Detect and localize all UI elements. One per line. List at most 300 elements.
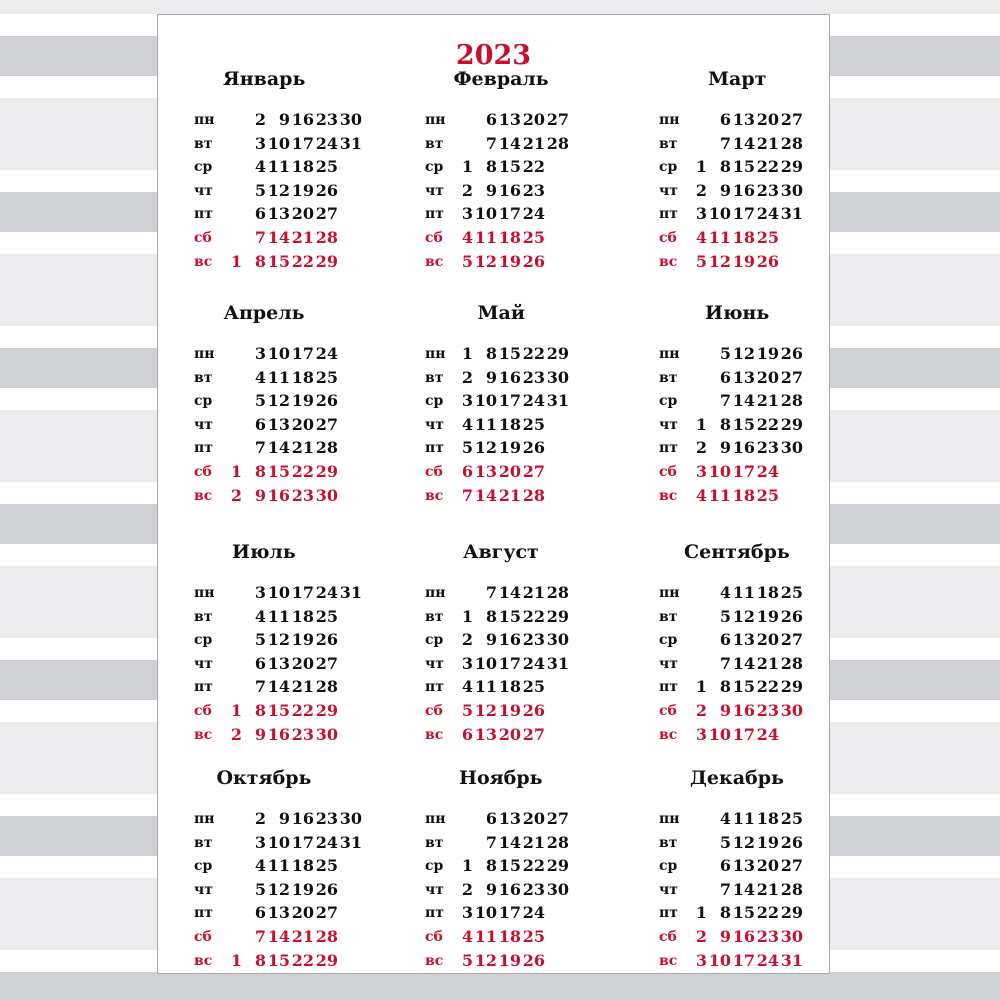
day-number: 26 (315, 180, 338, 200)
day-number: 11 (708, 485, 731, 505)
weekday-label: пн (659, 811, 680, 827)
day-number: 1 (461, 157, 473, 177)
day-number: 17 (291, 583, 314, 602)
day-number: 28 (780, 391, 803, 411)
day-number: 22 (756, 677, 779, 697)
day-number: 18 (498, 228, 521, 247)
weekday-label: ср (659, 632, 678, 649)
day-number: 10 (474, 653, 497, 673)
day-number: 8 (254, 251, 266, 271)
day-number: 20 (498, 724, 521, 744)
day-number: 25 (315, 367, 338, 387)
day-number: 5 (254, 180, 266, 200)
day-number: 13 (732, 630, 755, 650)
month-name: Август (463, 541, 539, 563)
day-number: 8 (485, 157, 497, 177)
day-number: 23 (522, 879, 545, 899)
day-number: 29 (315, 462, 338, 481)
week-row (659, 437, 859, 459)
week-row (659, 461, 859, 483)
day-number: 11 (474, 228, 497, 247)
weekday-label: вс (659, 487, 678, 504)
day-number: 12 (474, 950, 497, 970)
month-block (425, 766, 625, 986)
weekday-label: вс (425, 726, 444, 743)
weekday-label: вс (194, 487, 213, 504)
week-row (659, 832, 859, 854)
day-number: 5 (719, 606, 731, 626)
day-number: 18 (291, 367, 314, 387)
weekday-label: сб (194, 703, 212, 719)
day-number: 6 (254, 903, 266, 923)
day-number: 25 (522, 927, 545, 946)
day-number: 18 (498, 677, 521, 697)
week-row (194, 461, 394, 483)
day-number: 22 (522, 606, 545, 626)
day-number: 24 (756, 462, 779, 481)
week-row (425, 414, 625, 436)
day-number: 1 (695, 157, 707, 177)
weekday-label: пт (659, 679, 678, 696)
day-number: 5 (461, 701, 473, 720)
day-number: 20 (522, 110, 545, 129)
day-number: 15 (267, 950, 290, 970)
day-number: 14 (267, 677, 290, 697)
day-number: 21 (756, 391, 779, 411)
day-number: 28 (780, 133, 803, 153)
week-row (659, 700, 859, 722)
weekday-label: вс (194, 253, 213, 270)
day-number: 6 (461, 462, 473, 481)
day-number: 6 (719, 856, 731, 876)
day-number: 25 (756, 228, 779, 247)
weekday-label: сб (659, 929, 677, 945)
day-number: 7 (485, 583, 497, 602)
weekday-label: сб (194, 464, 212, 480)
weekday-label: пн (194, 585, 215, 601)
day-number: 27 (546, 809, 569, 828)
week-row (194, 390, 394, 412)
week-row (194, 582, 394, 604)
weekday-label: сб (425, 230, 443, 246)
day-number: 22 (522, 344, 545, 363)
day-number: 29 (315, 251, 338, 271)
week-row (194, 606, 394, 628)
day-number: 8 (485, 344, 497, 363)
day-number: 25 (315, 606, 338, 626)
day-number: 2 (461, 630, 473, 650)
week-row (659, 414, 859, 436)
weekday-label: вт (425, 369, 444, 386)
weekday-label: пн (425, 585, 446, 601)
day-number: 24 (756, 950, 779, 970)
day-number: 9 (485, 879, 497, 899)
weekday-label: вс (425, 487, 444, 504)
day-number: 10 (708, 204, 731, 224)
day-number: 27 (546, 110, 569, 129)
day-number: 14 (498, 133, 521, 153)
day-number: 22 (291, 701, 314, 720)
day-number: 10 (474, 903, 497, 923)
day-number: 27 (780, 856, 803, 876)
week-row (194, 832, 394, 854)
weekday-label: сб (194, 230, 212, 246)
day-number: 16 (267, 485, 290, 505)
day-number: 4 (719, 583, 731, 602)
day-number: 12 (267, 391, 290, 411)
day-number: 31 (546, 653, 569, 673)
day-number: 5 (254, 879, 266, 899)
day-number: 2 (461, 879, 473, 899)
day-number: 5 (254, 391, 266, 411)
weekday-label: ср (194, 858, 213, 875)
week-row (425, 156, 625, 178)
day-number: 7 (254, 228, 266, 247)
weekday-label: пн (425, 112, 446, 128)
day-number: 24 (522, 391, 545, 411)
day-number: 25 (780, 583, 803, 602)
day-number: 31 (780, 204, 803, 224)
day-number: 11 (267, 606, 290, 626)
calendar-sheet (157, 14, 830, 974)
week-row (425, 724, 625, 746)
weekday-label: сб (425, 464, 443, 480)
day-number: 9 (485, 367, 497, 387)
month-name: Декабрь (690, 767, 784, 789)
day-number: 12 (708, 251, 731, 271)
day-number: 5 (461, 251, 473, 271)
day-number: 8 (485, 606, 497, 626)
weekday-label: вс (659, 952, 678, 969)
day-number: 24 (522, 204, 545, 224)
day-number: 25 (522, 677, 545, 697)
day-number: 10 (267, 344, 290, 363)
week-row (659, 582, 859, 604)
weekday-label: чт (425, 416, 444, 433)
day-number: 3 (254, 583, 266, 602)
weekday-label: чт (659, 655, 678, 672)
weekday-label: пт (425, 679, 444, 696)
weekday-label: ср (425, 632, 444, 649)
month-block (194, 766, 394, 986)
day-number: 6 (254, 653, 266, 673)
day-number: 5 (461, 438, 473, 458)
day-number: 8 (719, 677, 731, 697)
day-number: 26 (315, 879, 338, 899)
day-number: 23 (291, 485, 314, 505)
week-row (425, 808, 625, 830)
day-number: 29 (780, 157, 803, 177)
day-number: 23 (522, 180, 545, 200)
day-number: 13 (732, 367, 755, 387)
day-number: 30 (780, 438, 803, 458)
day-number: 16 (732, 180, 755, 200)
day-number: 2 (695, 701, 707, 720)
weekday-label: вт (659, 608, 678, 625)
weekday-label: вс (425, 952, 444, 969)
day-number: 14 (732, 879, 755, 899)
day-number: 1 (230, 251, 242, 271)
day-number: 1 (461, 856, 473, 876)
day-number: 12 (267, 180, 290, 200)
week-row (194, 343, 394, 365)
day-number: 13 (474, 724, 497, 744)
week-row (425, 653, 625, 675)
day-number: 22 (756, 414, 779, 434)
day-number: 6 (461, 724, 473, 744)
week-row (194, 203, 394, 225)
day-number: 28 (315, 438, 338, 458)
day-number: 19 (498, 438, 521, 458)
day-number: 20 (756, 367, 779, 387)
month-name: Апрель (223, 302, 305, 324)
week-row (659, 653, 859, 675)
day-number: 16 (732, 701, 755, 720)
month-block (659, 67, 859, 287)
day-number: 2 (695, 438, 707, 458)
day-number: 9 (485, 630, 497, 650)
day-number: 30 (315, 485, 338, 505)
day-number: 6 (719, 367, 731, 387)
day-number: 31 (339, 583, 362, 602)
week-row (659, 808, 859, 830)
day-number: 9 (719, 927, 731, 946)
day-number: 27 (315, 903, 338, 923)
day-number: 23 (522, 367, 545, 387)
day-number: 30 (315, 724, 338, 744)
weekday-label: вс (194, 726, 213, 743)
day-number: 23 (315, 809, 338, 828)
day-number: 1 (695, 903, 707, 923)
day-number: 30 (546, 630, 569, 650)
day-number: 13 (474, 462, 497, 481)
week-row (425, 832, 625, 854)
day-number: 14 (498, 583, 521, 602)
day-number: 4 (719, 809, 731, 828)
weekday-label: ср (659, 159, 678, 176)
day-number: 19 (498, 950, 521, 970)
day-number: 31 (339, 133, 362, 153)
day-number: 16 (498, 367, 521, 387)
day-number: 16 (267, 724, 290, 744)
weekday-label: ср (425, 159, 444, 176)
week-row (425, 109, 625, 131)
day-number: 10 (708, 950, 731, 970)
day-number: 28 (522, 485, 545, 505)
day-number: 14 (732, 133, 755, 153)
day-number: 1 (230, 701, 242, 720)
month-name: Июнь (705, 302, 770, 324)
weekday-label: сб (194, 929, 212, 945)
day-number: 24 (315, 832, 338, 852)
weekday-label: вт (425, 135, 444, 152)
weekday-label: пт (194, 440, 213, 457)
day-number: 1 (695, 414, 707, 434)
day-number: 17 (732, 950, 755, 970)
week-row (425, 437, 625, 459)
day-number: 13 (267, 653, 290, 673)
weekday-label: пн (194, 811, 215, 827)
day-number: 19 (756, 344, 779, 363)
day-number: 17 (498, 204, 521, 224)
day-number: 14 (498, 832, 521, 852)
weekday-label: ср (194, 393, 213, 410)
day-number: 27 (780, 110, 803, 129)
weekday-label: пн (194, 346, 215, 362)
day-number: 3 (695, 724, 707, 744)
month-name: Ноябрь (459, 767, 543, 789)
day-number: 16 (732, 438, 755, 458)
weekday-label: пн (659, 112, 680, 128)
week-row (659, 950, 859, 972)
day-number: 31 (780, 950, 803, 970)
day-number: 21 (522, 583, 545, 602)
day-number: 17 (498, 653, 521, 673)
week-row (659, 227, 859, 249)
day-number: 14 (732, 653, 755, 673)
day-number: 11 (474, 414, 497, 434)
day-number: 5 (695, 251, 707, 271)
day-number: 23 (291, 724, 314, 744)
day-number: 18 (291, 606, 314, 626)
day-number: 2 (461, 180, 473, 200)
week-row (194, 251, 394, 273)
day-number: 29 (780, 414, 803, 434)
day-number: 26 (522, 701, 545, 720)
day-number: 23 (315, 110, 338, 129)
day-number: 12 (267, 630, 290, 650)
week-row (194, 653, 394, 675)
week-row (425, 251, 625, 273)
day-number: 20 (756, 630, 779, 650)
weekday-label: вс (659, 726, 678, 743)
day-number: 14 (474, 485, 497, 505)
month-name: Октябрь (216, 767, 312, 789)
day-number: 20 (756, 110, 779, 129)
week-row (425, 879, 625, 901)
weekday-label: чт (194, 881, 213, 898)
day-number: 9 (254, 485, 266, 505)
week-row (194, 676, 394, 698)
weekday-label: ср (659, 393, 678, 410)
weekday-label: чт (194, 655, 213, 672)
day-number: 26 (315, 391, 338, 411)
day-number: 3 (461, 653, 473, 673)
day-number: 7 (254, 438, 266, 458)
day-number: 24 (756, 204, 779, 224)
weekday-label: пт (425, 206, 444, 223)
day-number: 2 (695, 180, 707, 200)
week-row (659, 133, 859, 155)
day-number: 19 (291, 180, 314, 200)
weekday-label: пт (659, 440, 678, 457)
week-row (194, 855, 394, 877)
day-number: 23 (756, 701, 779, 720)
weekday-label: пт (194, 679, 213, 696)
week-row (425, 390, 625, 412)
day-number: 12 (474, 701, 497, 720)
day-number: 17 (732, 462, 755, 481)
day-number: 20 (291, 204, 314, 224)
day-number: 12 (732, 606, 755, 626)
week-row (194, 437, 394, 459)
day-number: 17 (291, 133, 314, 153)
day-number: 3 (695, 462, 707, 481)
day-number: 21 (291, 438, 314, 458)
weekday-label: вт (194, 369, 213, 386)
week-row (194, 808, 394, 830)
day-number: 24 (315, 583, 338, 602)
day-number: 30 (546, 879, 569, 899)
day-number: 6 (485, 809, 497, 828)
week-row (659, 676, 859, 698)
day-number: 27 (780, 630, 803, 650)
weekday-label: сб (659, 464, 677, 480)
day-number: 26 (315, 630, 338, 650)
day-number: 15 (732, 903, 755, 923)
day-number: 29 (546, 856, 569, 876)
week-row (194, 926, 394, 948)
day-number: 1 (695, 677, 707, 697)
week-row (194, 724, 394, 746)
day-number: 14 (267, 438, 290, 458)
day-number: 13 (267, 903, 290, 923)
day-number: 26 (780, 344, 803, 363)
month-block (194, 301, 394, 521)
day-number: 25 (315, 856, 338, 876)
day-number: 19 (291, 630, 314, 650)
day-number: 30 (546, 367, 569, 387)
background-stripe (0, 0, 1000, 14)
day-number: 19 (756, 832, 779, 852)
day-number: 13 (267, 204, 290, 224)
day-number: 15 (267, 701, 290, 720)
week-row (194, 485, 394, 507)
day-number: 15 (498, 344, 521, 363)
week-row (425, 582, 625, 604)
day-number: 7 (485, 832, 497, 852)
day-number: 6 (485, 110, 497, 129)
weekday-label: чт (425, 655, 444, 672)
day-number: 3 (695, 950, 707, 970)
weekday-label: вт (194, 834, 213, 851)
day-number: 29 (546, 344, 569, 363)
week-row (659, 606, 859, 628)
day-number: 20 (756, 856, 779, 876)
weekday-label: пт (425, 440, 444, 457)
day-number: 21 (756, 653, 779, 673)
weekday-label: пт (425, 905, 444, 922)
weekday-label: ср (194, 159, 213, 176)
day-number: 9 (719, 180, 731, 200)
day-number: 28 (780, 879, 803, 899)
day-number: 27 (522, 724, 545, 744)
day-number: 3 (461, 903, 473, 923)
week-row (425, 343, 625, 365)
week-row (425, 367, 625, 389)
weekday-label: вт (659, 135, 678, 152)
week-row (659, 203, 859, 225)
week-row (194, 629, 394, 651)
day-number: 13 (498, 110, 521, 129)
week-row (659, 156, 859, 178)
day-number: 17 (291, 832, 314, 852)
day-number: 24 (522, 653, 545, 673)
day-number: 15 (732, 414, 755, 434)
day-number: 19 (291, 879, 314, 899)
day-number: 4 (461, 228, 473, 247)
day-number: 7 (719, 879, 731, 899)
